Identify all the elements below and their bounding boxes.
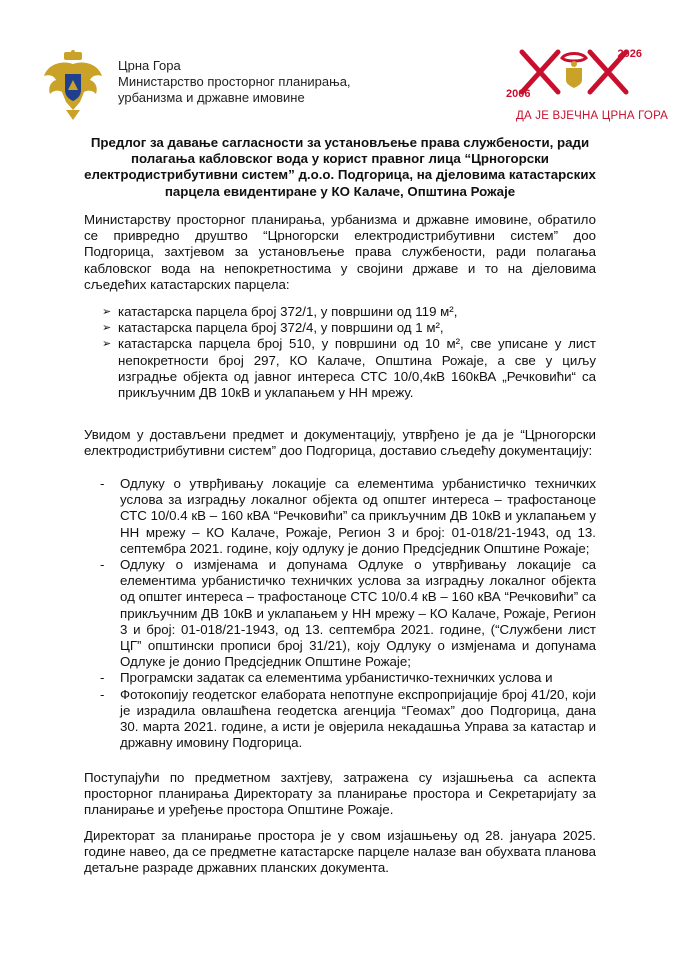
parcel-list xyxy=(84,304,596,401)
arrow-bullet-icon: ➢ xyxy=(102,322,112,335)
arrow-bullet-icon: ➢ xyxy=(102,338,112,351)
country-name: Црна Гора xyxy=(118,58,181,73)
jubilee-logo xyxy=(506,44,669,122)
list-item: ➢ катастарска парцела број 372/1, у површини од 119 м², xyxy=(102,304,458,319)
ministry-line-2: урбанизма и државне имовине xyxy=(118,90,305,105)
list-item: - Програмски задатак са елементима урбанистичко-техничких услова и xyxy=(100,670,553,686)
jubilee-slogan: ДА ЈЕ ВЈЕЧНА ЦРНА ГОРА xyxy=(516,110,669,122)
document-title: Предлог за давање сагласности за установљење права службености, ради полагања каблoвског вода у корист правног лица “Црногорски електродистрибутивни систем” д.о.о. Подгорица, на дјеловима катастарских парцела евидентиране у КО Калаче, Општина Рожаје xyxy=(84,135,596,199)
list-item: ➢ катастарска парцела број 372/4, у површини од 1 м², xyxy=(102,320,444,336)
review-paragraph: Увидом у достављени предмет и документацију, утврђено је да је “Црногорски електродистрибутивни систем” доо Подгорица, доставио сљедећу документацију: xyxy=(84,427,596,459)
ministry-line-1: Министарство просторног планирања, xyxy=(118,74,351,89)
jubilee-end-year: 2026 xyxy=(617,48,642,60)
list-item: ➢ катастарска парцела број 510, у површини од 10 м², све уписане у лист непокретности број 297, КО Калаче, Општина Рожаје, а све у циљу изградње објекта од јавног интереса СТС 10/0,4кВ 160кВА „Речковићи“ са прикључним ДВ 10кВ и уклапањем у НН мрежу. xyxy=(102,336,596,401)
list-item: - Одлуку о утврђивању локације са елементима урбанистичко техничких услова за изградњу локалног објекта од општег интереса – трафостаноце СТС 10/0.4 кВ – 160 кВА “Речковићи” са прикључним ДВ 10кВ и уклапањем у НН мрежу – КО Калаче, Рожаје, Регион 3 и број: 01-018/21-1943, од 13. септембра 2021. године, коју одлуку је донио Предсједник Општине Рожаје; xyxy=(100,476,596,556)
intro-paragraph: Министарству просторног планирања, урбанизма и државне имовине, обратило се привредно друштво “Црногорски електродистрибутивни систем” доо Подгорица, захтјевом за установљење права службености, ради полагања кабловског вода на непокретностима у својини државе и то на дјеловима сљедећих катастарских парцела: xyxy=(84,212,596,292)
letterhead xyxy=(36,44,669,124)
ministry-name xyxy=(118,58,351,106)
jubilee-start-year: 2006 xyxy=(506,88,531,100)
proceeding-paragraph: Поступајући по предметном захтјеву, затражена су изјашњења са аспекта просторног планирања Директорату за планирање простора и Секретаријату за планирање и уређење простора Општине Рожаје. xyxy=(84,770,596,818)
list-item: - Одлуку о измјенама и допунама Одлуке о утврђивању локације са елементима урбанистичко техничких услова за изградњу локалног објекта од општег интереса – трафостаноце СТС 10/0.4 кВ – 160 кВА “Речковићи” са прикључним ДВ 10кВ и уклапањем у НН мрежу – КО Калаче, Рожаје, Регион 3 и број: 01-018/21-1943, од 13. септембра 2021. године, (“Службени лист ЦГ” општински прописи број 31/21), коју Одлуку о измјенама и допунама Одлуке је донио Предсједник Општине Рожаје; xyxy=(100,557,596,670)
documents-list xyxy=(84,476,596,751)
directorate-paragraph: Директорат за планирање простора је у свом изјашњењу од 28. јануара 2025. године навео, да се предметне катастарске парцеле налазе ван обухвата планова детаљне разраде државних планских документа. xyxy=(84,828,596,876)
coat-of-arms-icon xyxy=(42,50,104,122)
arrow-bullet-icon: ➢ xyxy=(102,306,112,318)
list-item: - Фотокопију геодетског елабората непотпуне експропријације број 41/20, који је израдила овлашћена геодетска агенција “Геомах” доо Подгорица, дана 30. марта 2021. године, а исти је овјерила некадашња Управа за катастар и државну имовину Подгорица. xyxy=(100,686,596,751)
xx-anniversary-icon xyxy=(518,48,630,96)
